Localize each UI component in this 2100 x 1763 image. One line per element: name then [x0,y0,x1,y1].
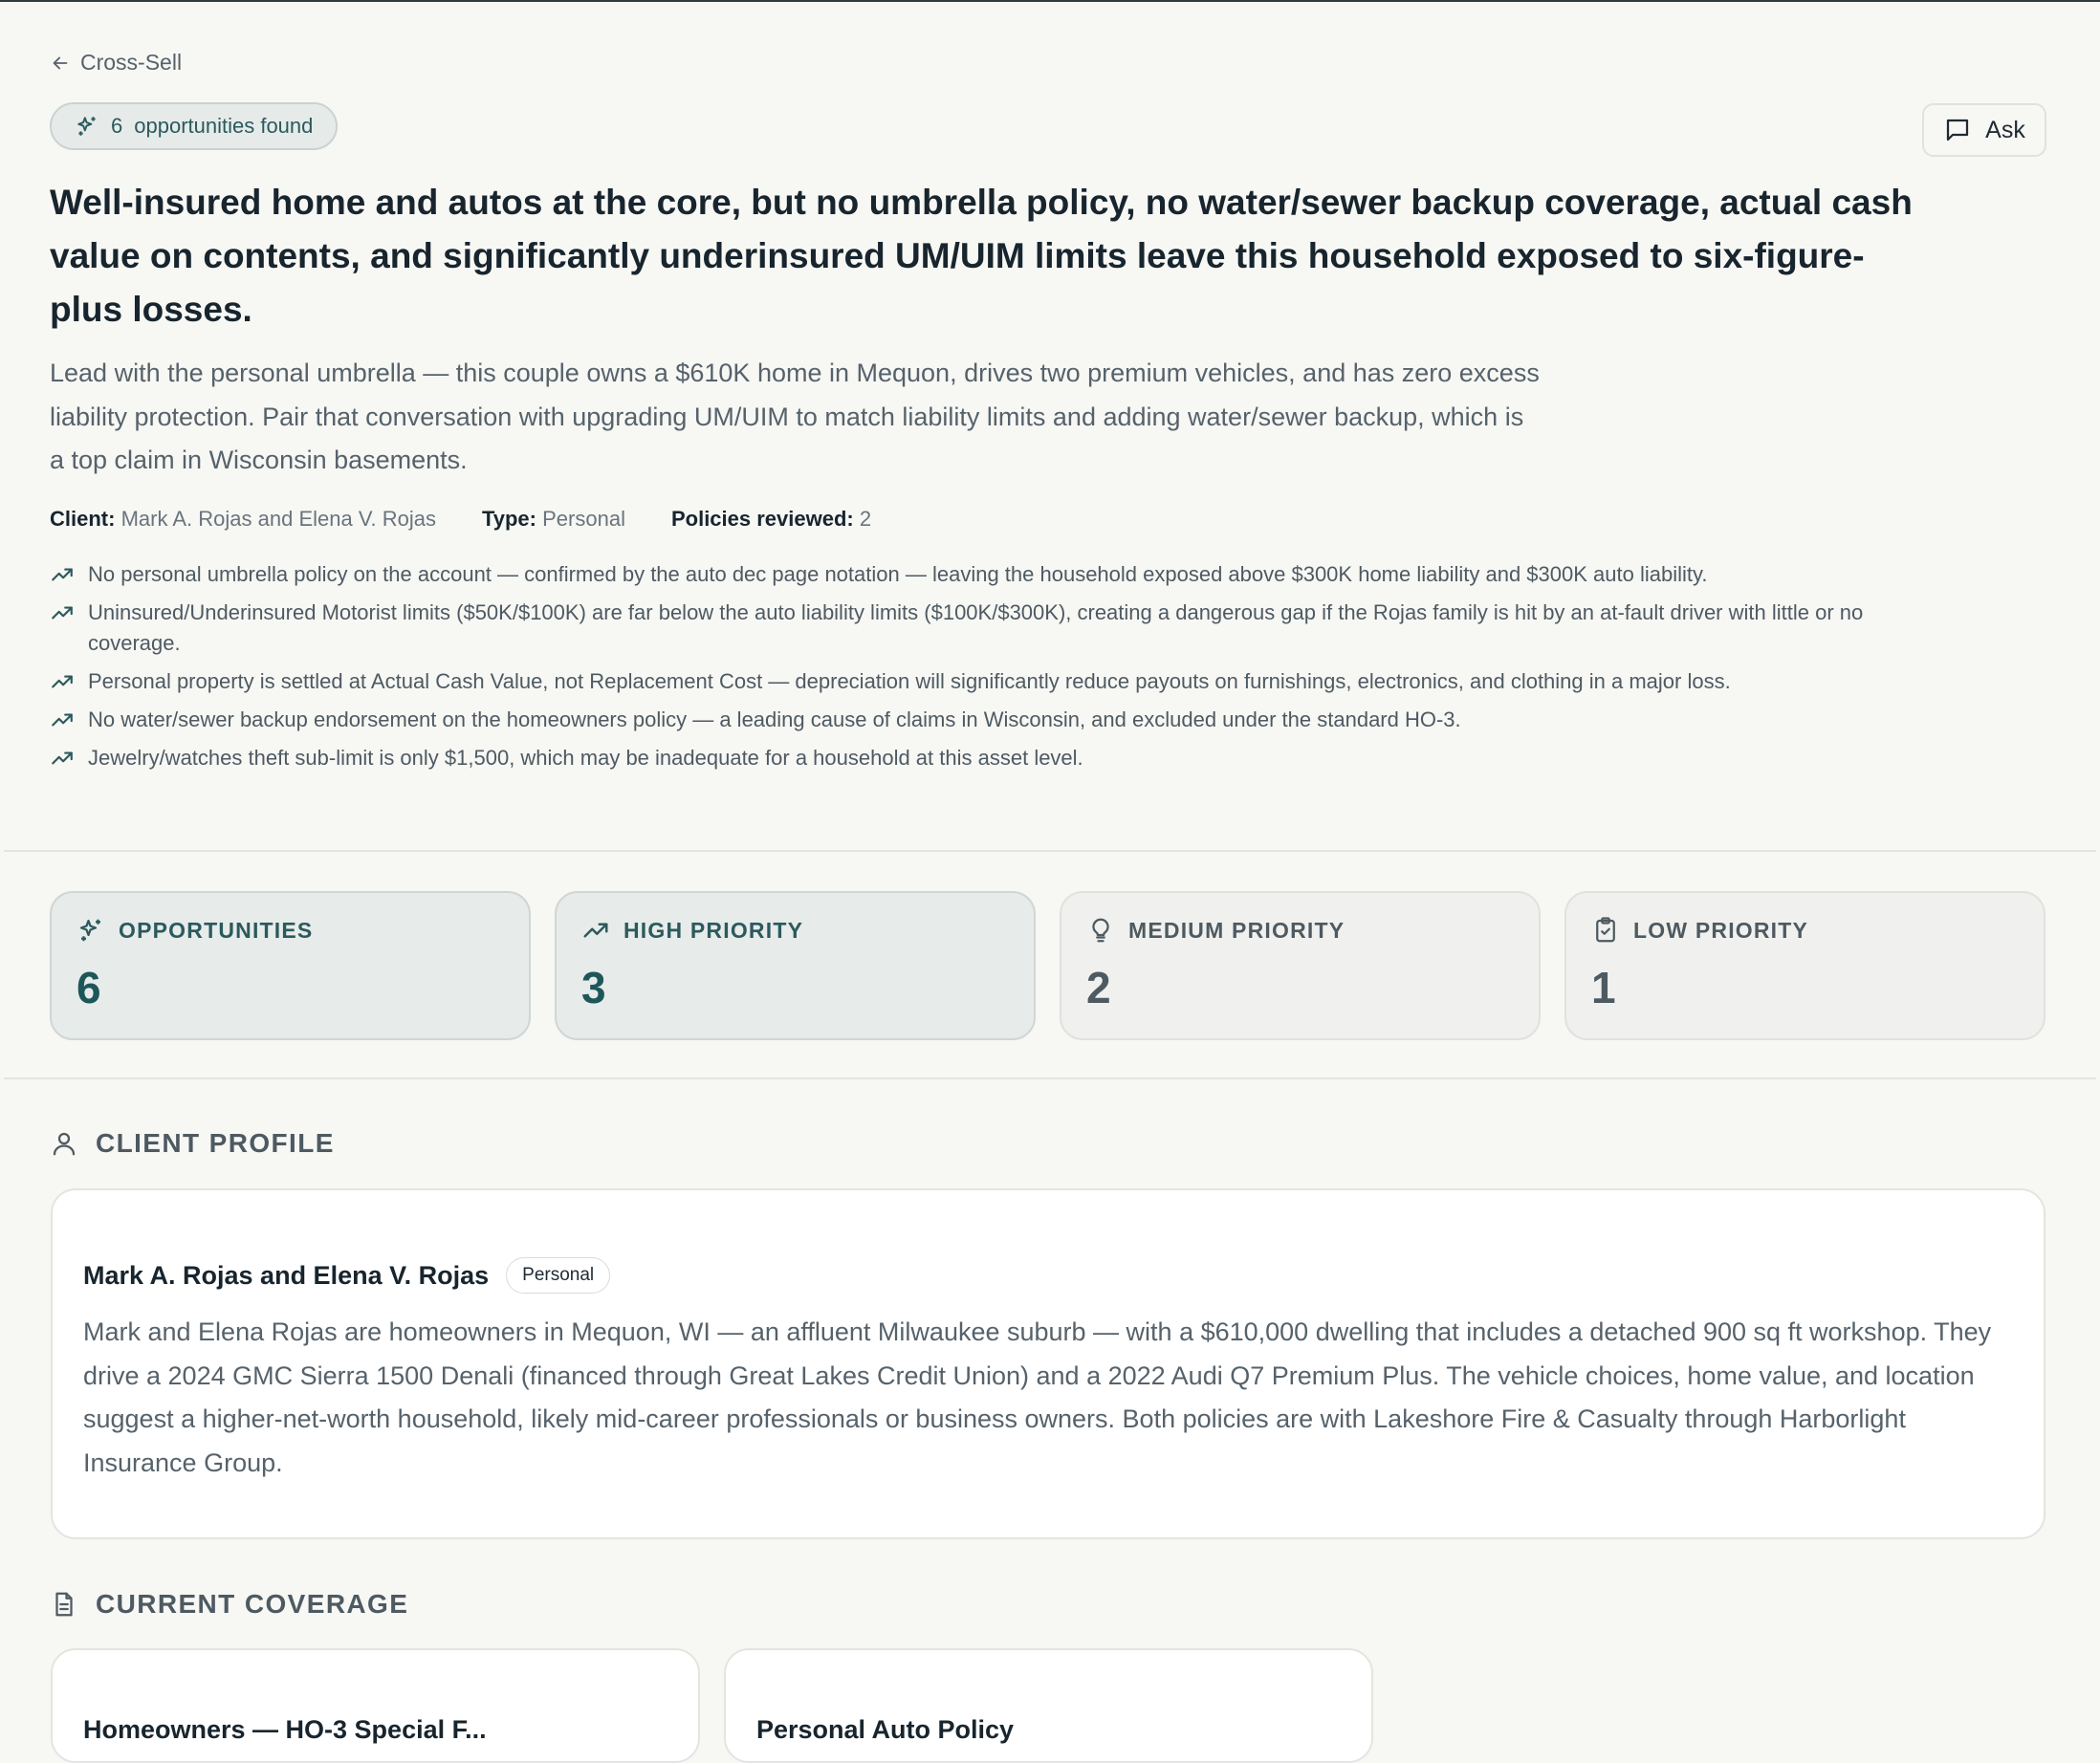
message-square-icon [1943,116,1972,144]
finding-item: No personal umbrella policy on the account — confirmed by the auto dec page notation — leaving the household exposed above $300K home liability and $300K auto liability. [50,559,1943,590]
stat-value: 6 [77,963,101,1012]
client-meta [50,507,871,532]
stat-card-medium-priority[interactable] [1060,891,1541,1040]
trending-up-icon [50,562,75,587]
meta-type: Type: Personal [481,507,625,531]
stat-value: 2 [1086,963,1111,1012]
section-divider [4,850,2096,852]
back-link[interactable] [50,50,182,76]
user-icon [50,1129,78,1158]
coverage-card-title: Personal Auto Policy [756,1715,1015,1744]
stat-card-high-priority[interactable] [555,891,1036,1040]
finding-item: Uninsured/Underinsured Motorist limits ($50K/$100K) are far below the auto liability limits ($100K/$300K), creating a dangerous gap if the Rojas family is hit by an at-fault driver with little or no coverage. [50,598,1943,659]
clipboard-check-icon [1591,916,1620,945]
section-divider [4,1077,2096,1079]
badge-count: 6 [111,114,123,138]
trending-up-icon [50,746,75,771]
stat-label: MEDIUM PRIORITY [1128,917,1345,943]
finding-item: Jewelry/watches theft sub-limit is only $1,500, which may be inadequate for a household at this asset level. [50,743,1943,773]
findings-list [50,559,1943,781]
trending-up-icon [50,669,75,694]
back-link-label: Cross-Sell [80,50,183,75]
opportunities-found-badge [50,102,338,150]
sparkles-icon [75,114,99,139]
stat-value: 3 [581,963,606,1012]
stat-label: HIGH PRIORITY [623,917,804,943]
meta-client: Client: Mark A. Rojas and Elena V. Rojas [50,507,436,531]
coverage-card-title: Homeowners — HO-3 Special F... [83,1715,487,1744]
finding-item: No water/sewer backup endorsement on the homeowners policy — a leading cause of claims in Wisconsin, and excluded under the standard HO-3. [50,705,1943,735]
coverage-card-auto[interactable] [724,1648,1373,1763]
current-coverage-heading: CURRENT COVERAGE [50,1589,408,1620]
ask-button-label: Ask [1985,116,2025,143]
stats-row [50,891,2045,1040]
finding-item: Personal property is settled at Actual Cash Value, not Replacement Cost — depreciation will significantly reduce payouts on furnishings, electronics, and clothing in a major loss. [50,666,1943,697]
meta-policies: Policies reviewed: 2 [670,507,872,531]
stat-card-low-priority[interactable] [1564,891,2045,1040]
stat-label: LOW PRIORITY [1633,917,1809,943]
client-type-pill: Personal [506,1257,610,1294]
arrow-left-icon [50,53,71,74]
client-name: Mark A. Rojas and Elena V. Rojas [83,1260,490,1290]
trending-up-icon [581,916,610,945]
sparkles-icon [77,916,105,945]
client-profile-heading: CLIENT PROFILE [50,1128,335,1159]
badge-label: opportunities found [134,114,314,138]
coverage-card-homeowners[interactable] [51,1648,700,1763]
stat-card-opportunities[interactable] [50,891,531,1040]
trending-up-icon [50,600,75,625]
file-text-icon [50,1590,78,1619]
client-description: Mark and Elena Rojas are homeowners in Mequon, WI — an affluent Milwaukee suburb — with a $610,000 dwelling that includes a detached 900 sq ft workshop. They drive a 2024 GMC Sierra 1500 Denali (financed through Great Lakes Credit Union) and a 2022 Audi Q7 Premium Plus. The vehicle choices, home value, and location suggest a higher-net-worth household, likely mid-career professionals or business owners. Both policies are with Lakeshore Fire & Casualty through Harborlight Insurance Group. [83,1317,1992,1477]
stat-label: OPPORTUNITIES [119,917,314,943]
stat-value: 1 [1591,963,1616,1012]
summary-lead: Lead with the personal umbrella — this couple owns a $610K home in Mequon, drives two premium vehicles, and has zero excess liability protection. Pair that conversation with upgrading UM/UIM to match liability limits and adding water/sewer backup, which is a top claim in Wisconsin basements. [50,359,1540,474]
client-profile-card [51,1188,2045,1539]
trending-up-icon [50,707,75,732]
ask-button[interactable] [1922,103,2046,157]
summary-headline: Well-insured home and autos at the core, but no umbrella policy, no water/sewer backup coverage, actual cash value on contents, and significantly underinsured UM/UIM limits leave this household exposed to six-figure-plus losses. [50,183,1913,329]
lightbulb-icon [1086,916,1115,945]
